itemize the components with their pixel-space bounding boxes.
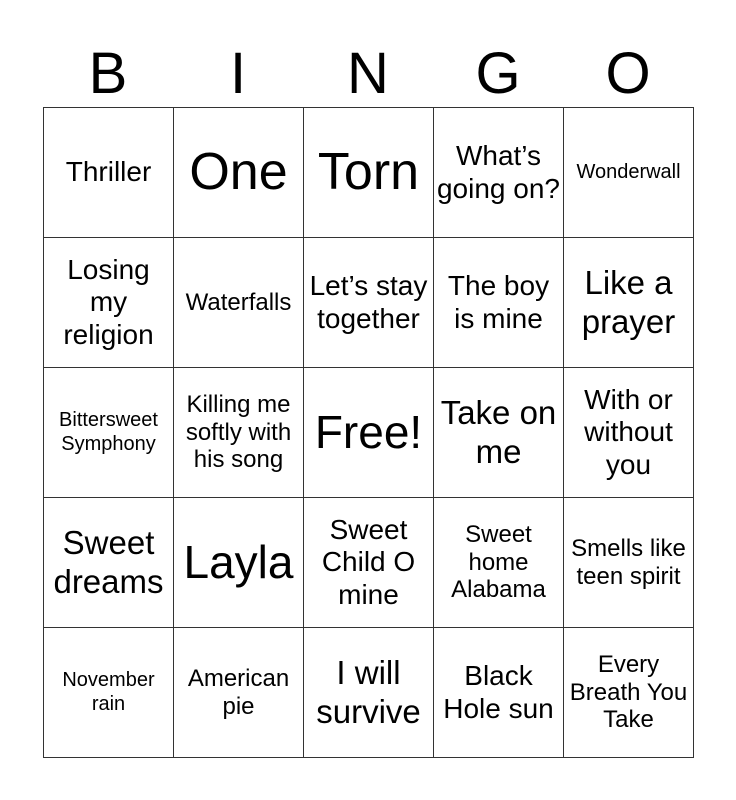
bingo-board: [43, 107, 694, 758]
header-letter-o: O: [605, 41, 651, 106]
board-row: [44, 498, 694, 628]
bingo-cell: Waterfalls: [174, 238, 304, 368]
bingo-cell: Every Breath You Take: [564, 628, 694, 758]
bingo-cell: Sweet home Alabama: [434, 498, 564, 628]
bingo-cell: American pie: [174, 628, 304, 758]
bingo-cell: Sweet dreams: [44, 498, 174, 628]
board-row: [44, 628, 694, 758]
header-letter-i: I: [229, 41, 247, 106]
board-row: [44, 368, 694, 498]
header-letter-b: B: [88, 41, 128, 106]
header-letter-g: G: [475, 41, 521, 106]
board-row: [44, 238, 694, 368]
bingo-cell: Wonderwall: [564, 108, 694, 238]
bingo-cell: The boy is mine: [434, 238, 564, 368]
bingo-cell: What’s going on?: [434, 108, 564, 238]
bingo-cell: Let’s stay together: [304, 238, 434, 368]
bingo-cell: Bittersweet Symphony: [44, 368, 174, 498]
board-row: [44, 108, 694, 238]
bingo-cell: Layla: [174, 498, 304, 628]
bingo-cell: I will survive: [304, 628, 434, 758]
header-letter-n: N: [347, 41, 389, 106]
bingo-header: [43, 40, 693, 108]
bingo-cell: Torn: [304, 108, 434, 238]
bingo-cell: One: [174, 108, 304, 238]
bingo-cell: Thriller: [44, 108, 174, 238]
bingo-cell: Sweet Child O mine: [304, 498, 434, 628]
bingo-cell: Like a prayer: [564, 238, 694, 368]
bingo-cell: Losing my religion: [44, 238, 174, 368]
bingo-cell: November rain: [44, 628, 174, 758]
bingo-cell: With or without you: [564, 368, 694, 498]
bingo-cell: Killing me softly with his song: [174, 368, 304, 498]
bingo-cell: Smells like teen spirit: [564, 498, 694, 628]
free-space-cell: Free!: [304, 368, 434, 498]
bingo-cell: Black Hole sun: [434, 628, 564, 758]
bingo-cell: Take on me: [434, 368, 564, 498]
